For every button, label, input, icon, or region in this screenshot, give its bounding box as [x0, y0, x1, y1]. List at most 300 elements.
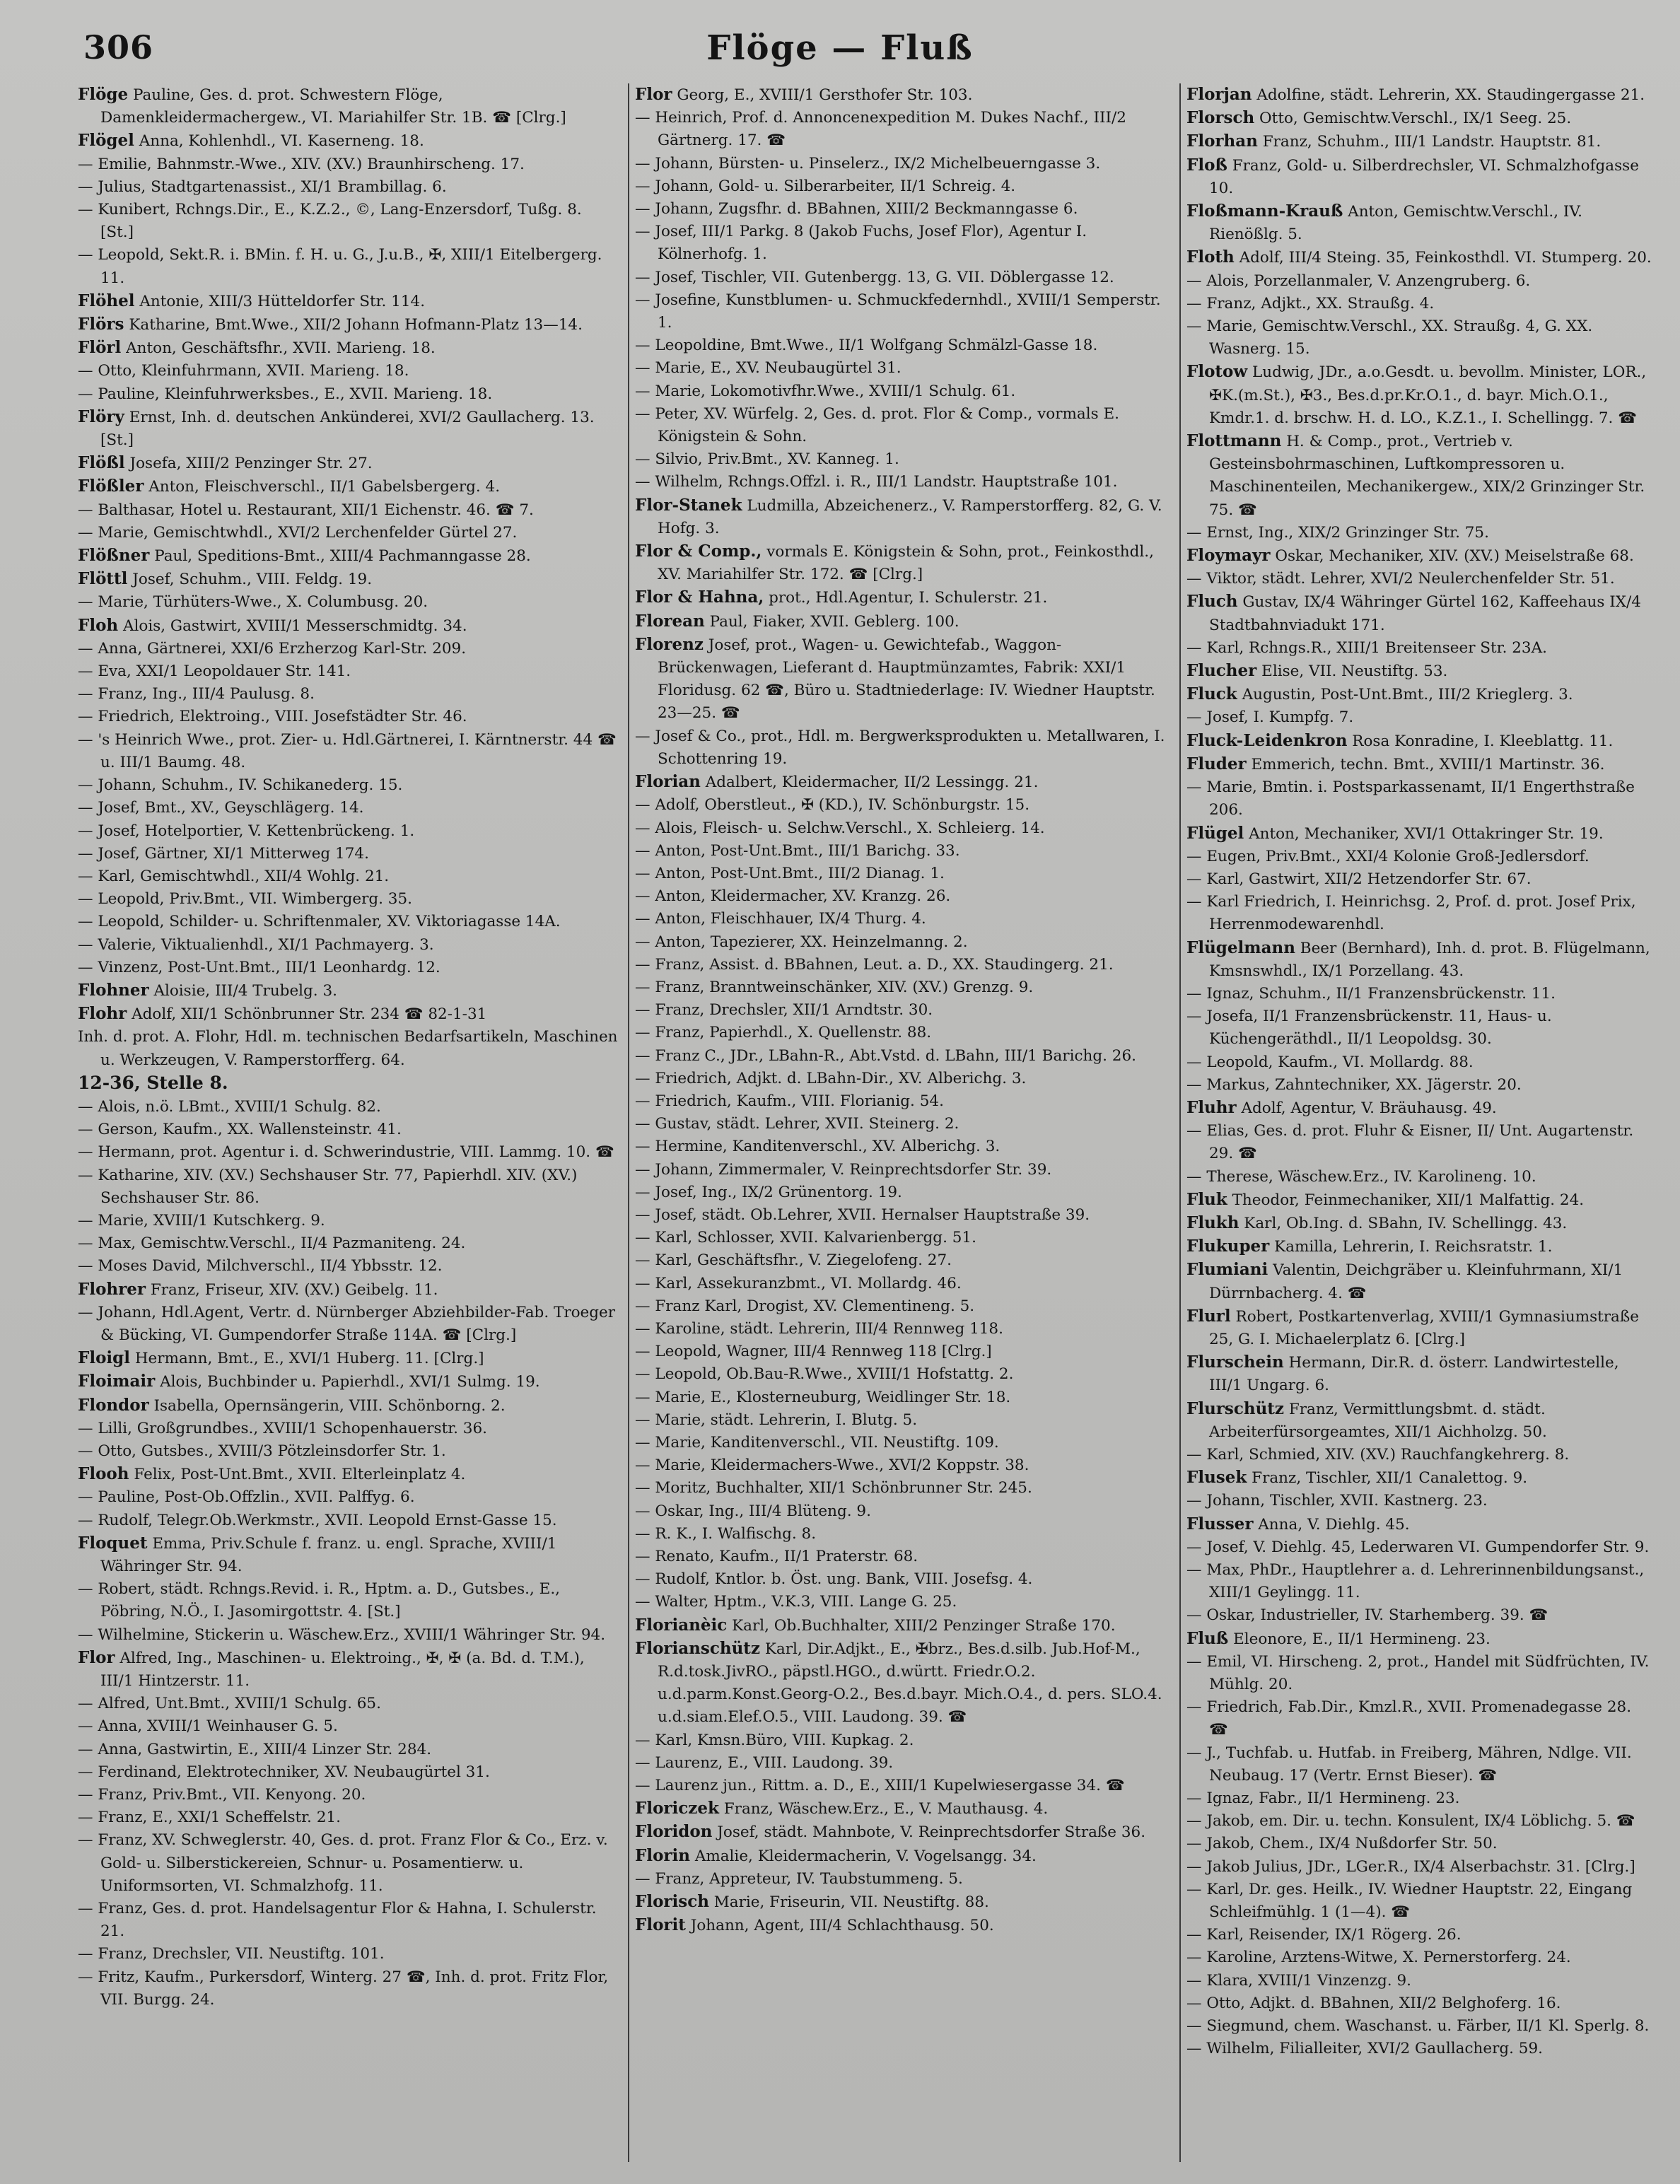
directory-entry [1186, 1212, 1655, 1235]
directory-entry [78, 406, 619, 452]
directory-entry [635, 1614, 1169, 1637]
entry-text: — Anna, Gärtnerei, XXI/6 Erzherzog Karl-Str. 209. [78, 639, 467, 658]
entry-text: — Anton, Post-Unt.Bmt., III/1 Barichg. 33. [635, 841, 960, 860]
directory-entry [635, 1068, 1169, 1090]
directory-entry [1186, 590, 1655, 636]
entry-text: — J., Tuchfab. u. Hutfab. in Freiberg, Mähren, Ndlge. VII. Neubaug. 17 (Vertr. Ernst Bieser). ☎ [1186, 1744, 1632, 1785]
directory-entry [78, 1141, 619, 1164]
directory-columns [78, 83, 1655, 2162]
entry-surname: Flohner [78, 980, 149, 1000]
directory-entry [1186, 1856, 1655, 1879]
directory-entry [635, 1409, 1169, 1432]
entry-text: Anton, Gemischtw.Verschl., IV. Rienößlg. 5. [1209, 203, 1583, 244]
entry-surname: Flusek [1186, 1468, 1247, 1488]
directory-entry [635, 1821, 1169, 1844]
entry-surname: Florhan [1186, 132, 1258, 151]
entry-surname: Flukh [1186, 1213, 1239, 1232]
entry-text: — Karl, Gemischtwhdl., XII/4 Wohlg. 21. [78, 867, 390, 885]
directory-entry [78, 1806, 619, 1829]
directory-entry [635, 1113, 1169, 1135]
directory-entry [635, 931, 1169, 954]
entry-text: — Wilhelm, Filialleiter, XVI/2 Gaullacherg. 59. [1186, 2040, 1543, 2058]
entry-text: — Renato, Kaufm., II/1 Praterstr. 68. [635, 1548, 918, 1565]
directory-entry [1186, 1005, 1655, 1051]
directory-entry [78, 1715, 619, 1738]
directory-entry [635, 1637, 1169, 1729]
directory-entry [1186, 293, 1655, 315]
entry-surname: Flößler [78, 477, 144, 496]
entry-text: Eleonore, E., II/1 Hermineng. 23. [1233, 1630, 1491, 1648]
entry-surname: Flor-Stanek [635, 495, 742, 515]
directory-entry [635, 380, 1169, 403]
entry-text: Katharine, Bmt.Wwe., XII/2 Johann Hofmann-Platz 13—14. [129, 316, 583, 334]
entry-text: — Friedrich, Adjkt. d. LBahn-Dir., XV. Alberichg. 3. [635, 1069, 1027, 1087]
entry-text: Anton, Mechaniker, XVI/1 Ottakringer Str. 19. [1249, 824, 1604, 843]
entry-text: — Marie, E., XV. Neubaugürtel 31. [635, 359, 902, 378]
entry-text: — Marie, Gemischtw.Verschl., XX. Straußg. 4, G. XX. Wasnerg. 15. [1186, 317, 1593, 358]
entry-surname: Flohr [78, 1004, 127, 1024]
entry-text: Johann, Agent, III/4 Schlachthausg. 50. [690, 1917, 994, 1935]
entry-text: — Anna, Gastwirtin, E., XIII/4 Linzer Str. 284. [78, 1740, 432, 1758]
entry-surname: Floh [78, 615, 119, 635]
entry-text: — Klara, XVIII/1 Vinzenzg. 9. [1186, 1971, 1411, 1990]
entry-text: — Franz, Adjkt., XX. Straußg. 4. [1186, 294, 1435, 313]
directory-entry [78, 176, 619, 199]
directory-entry [1186, 1628, 1655, 1651]
directory-entry [1186, 1833, 1655, 1855]
entry-text: — Johann, Gold- u. Silberarbeiter, II/1 Schreig. 4. [635, 177, 1016, 195]
directory-entry [78, 199, 619, 244]
directory-entry [78, 1394, 619, 1418]
directory-entry [78, 475, 619, 498]
entry-surname: Flor & Hahna, [635, 588, 764, 607]
entry-text: — Emilie, Bahnmstr.-Wwe., XIV. (XV.) Braunhirscheng. 17. [78, 155, 525, 173]
directory-entry [1186, 1398, 1655, 1444]
directory-entry [635, 999, 1169, 1022]
entry-text: — Alois, Fleisch- u. Selchw.Verschl., X. Schleierg. 14. [635, 819, 1045, 837]
entry-text: — Karl, Assekuranzbmt., VI. Mollardg. 46. [635, 1274, 962, 1292]
entry-surname: Flögel [78, 131, 134, 151]
entry-text: H. & Comp., prot., Vertrieb v. Gesteinsbohrmaschinen, Luftkompressoren u. Maschinenteilen, Mechanikergew., XIX/2 Grinzinger Str. 75. ☎ [1209, 433, 1645, 519]
directory-entry [78, 1232, 619, 1255]
directory-entry [78, 83, 619, 129]
directory-entry [78, 979, 619, 1003]
entry-text: — Josefine, Kunstblumen- u. Schmuckfedernhdl., XVIII/1 Semperstr. 1. [635, 291, 1161, 332]
entry-text: Adolf, Agentur, V. Bräuhausg. 49. [1241, 1099, 1497, 1117]
directory-entry [1186, 706, 1655, 729]
entry-text: — Laurenz jun., Rittm. a. D., E., XIII/1 Kupelwiesergasse 34. ☎ [635, 1777, 1125, 1795]
entry-text: Otto, Gemischtw.Verschl., IX/1 Seeg. 25. [1259, 110, 1572, 128]
entry-surname: Floimair [78, 1372, 156, 1391]
directory-entry [1186, 1189, 1655, 1212]
entry-text: — Johann, Zimmermaler, V. Reinprechtsdorfer Str. 39. [635, 1160, 1052, 1179]
entry-text: Josefa, XIII/2 Penzinger Str. 27. [129, 455, 373, 473]
directory-entry [635, 1135, 1169, 1158]
running-head: Flöge — Fluß [706, 28, 974, 68]
entry-text: Karl, Ob.Buchhalter, XIII/2 Penzinger Straße 170. [732, 1616, 1116, 1635]
directory-entry [635, 267, 1169, 289]
entry-text: — R. K., I. Walfischg. 8. [635, 1524, 817, 1543]
entry-text: — Walter, Hptm., V.K.3, VIII. Lange G. 25. [635, 1593, 957, 1611]
entry-text: Karl, Ob.Ing. d. SBahn, IV. Schellingg. 43. [1244, 1214, 1568, 1232]
directory-entry [635, 1914, 1169, 1937]
directory-entry [1186, 2038, 1655, 2060]
entry-surname: Flörs [78, 315, 124, 334]
directory-entry [1186, 1466, 1655, 1490]
entry-text: Emma, Priv.Schule f. franz. u. engl. Sprache, XVIII/1 Währinger Str. 94. [100, 1534, 557, 1575]
directory-entry [78, 1509, 619, 1532]
directory-entry [78, 957, 619, 979]
directory-entry [635, 1523, 1169, 1546]
entry-text: — Jakob, Chem., IX/4 Nußdorfer Str. 50. [1186, 1835, 1498, 1853]
entry-surname: Florsch [1186, 108, 1255, 128]
entry-surname: Florisch [635, 1892, 709, 1912]
entry-surname: Floriczek [635, 1799, 719, 1818]
directory-entry [78, 1943, 619, 1966]
directory-entry [635, 1752, 1169, 1775]
entry-text: — Otto, Kleinfuhrmann, XVII. Marieng. 18. [78, 362, 409, 380]
entry-text: — Friedrich, Fab.Dir., Kmzl.R., XVII. Promenadegasse 28. ☎ [1186, 1698, 1632, 1739]
directory-entry [635, 1295, 1169, 1318]
entry-text: — Ferdinand, Elektrotechniker, XV. Neubaugürtel 31. [78, 1763, 490, 1781]
directory-entry [635, 1204, 1169, 1227]
directory-entry [78, 1072, 619, 1096]
entry-surname: Florian [635, 772, 701, 792]
entry-surname: Floridon [635, 1822, 713, 1842]
entry-surname: Flößl [78, 453, 125, 473]
directory-entry [635, 1432, 1169, 1454]
directory-entry [1186, 1235, 1655, 1259]
directory-entry [78, 1164, 619, 1210]
directory-entry [635, 1090, 1169, 1113]
entry-text: — Karl, Dr. ges. Heilk., IV. Wiedner Hauptstr. 22, Eingang Schleifmühlg. 1 (1—4). ☎ [1186, 1880, 1633, 1922]
entry-text: Franz, Tischler, XII/1 Canalettog. 9. [1252, 1469, 1528, 1488]
entry-text: — Moses David, Milchverschl., II/4 Ybbsstr. 12. [78, 1257, 443, 1275]
entry-text: Adolfine, städt. Lehrerin, XX. Staudingergasse 21. [1256, 86, 1645, 104]
entry-text: — Karl Friedrich, I. Heinrichsg. 2, Prof. d. prot. Josef Prix, Herrenmodewarenhdl. [1186, 893, 1636, 934]
directory-entry [1186, 1444, 1655, 1466]
directory-entry [1186, 937, 1655, 983]
directory-entry [1186, 1305, 1655, 1351]
directory-entry [635, 1845, 1169, 1868]
entry-text: Anna, V. Diehlg. 45. [1258, 1515, 1410, 1534]
entry-surname: Florit [635, 1915, 686, 1935]
directory-entry [78, 1003, 619, 1026]
entry-text: Kamilla, Lehrerin, I. Reichsratstr. 1. [1274, 1238, 1553, 1256]
entry-text: — Otto, Adjkt. d. BBahnen, XII/2 Belghoferg. 16. [1186, 1994, 1561, 2012]
entry-surname: Florenz [635, 634, 704, 654]
entry-text: — Franz, Appreteur, IV. Taubstummeng. 5. [635, 1869, 963, 1888]
directory-entry [1186, 1051, 1655, 1074]
entry-text: — Kunibert, Rchngs.Dir., E., K.Z.2., ©, Lang-Enzersdorf, Tußg. 8. [St.] [78, 201, 582, 242]
entry-surname: Flor [78, 1647, 115, 1667]
directory-entry [635, 908, 1169, 930]
entry-text: — Josef, städt. Ob.Lehrer, XVII. Hernalser Hauptstraße 39. [635, 1205, 1090, 1224]
directory-entry [1186, 753, 1655, 776]
entry-text: — Wilhelmine, Stickerin u. Wäschew.Erz., XVIII/1 Währinger Str. 94. [78, 1625, 606, 1644]
entry-text: — Viktor, städt. Lehrer, XVI/2 Neulerchenfelder Str. 51. [1186, 570, 1615, 588]
entry-text: — Johann, Bürsten- u. Pinselerz., IX/2 Michelbeuerngasse 3. [635, 154, 1101, 173]
directory-entry [78, 568, 619, 591]
entry-text: Paul, Fiaker, XVII. Geblerg. 100. [709, 612, 959, 631]
directory-entry [1186, 270, 1655, 293]
directory-entry [78, 934, 619, 957]
entry-surname: Flottmann [1186, 431, 1282, 451]
entry-text: Marie, Friseurin, VII. Neustiftg. 88. [713, 1893, 989, 1912]
entry-text: — Marie, Türhüters-Wwe., X. Columbusg. 20. [78, 593, 428, 612]
directory-entry [78, 1829, 619, 1898]
directory-entry [78, 1255, 619, 1278]
directory-entry [78, 1532, 619, 1578]
entry-surname: Flumiani [1186, 1260, 1268, 1280]
directory-entry [1186, 868, 1655, 891]
entry-surname: Floquet [78, 1533, 148, 1553]
directory-entry [635, 725, 1169, 771]
entry-text: — Pauline, Post-Ob.Offzlin., XVII. Palffyg. 6. [78, 1488, 415, 1507]
entry-text: — Friedrich, Kaufm., VIII. Florianig. 54. [635, 1092, 944, 1110]
entry-text: Franz, Wäschew.Erz., E., V. Mauthausg. 4. [723, 1800, 1049, 1818]
entry-text: — Josef, I. Kumpfg. 7. [1186, 708, 1354, 727]
directory-entry [635, 610, 1169, 633]
directory-entry [635, 840, 1169, 863]
entry-text: — Ignaz, Schuhm., II/1 Franzensbrückenstr. 11. [1186, 984, 1556, 1003]
directory-entry [635, 863, 1169, 885]
entry-surname: Fluck [1186, 684, 1237, 704]
entry-text: — Leopold, Ob.Bau-R.Wwe., XVIII/1 Hofstattg. 2. [635, 1365, 1014, 1384]
entry-text: — Max, PhDr., Hauptlehrer a. d. Lehrerinnenbildungsanst., XIII/1 Geylingg. 11. [1186, 1561, 1645, 1602]
entry-text: — Marie, Gemischtwhdl., XVI/2 Lerchenfelder Gürtel 27. [78, 523, 518, 542]
entry-text: Franz, Friseur, XIV. (XV.) Geibelg. 11. [150, 1280, 438, 1299]
entry-text: — Marie, Kleidermachers-Wwe., XVI/2 Koppstr. 38. [635, 1456, 1029, 1475]
directory-entry [635, 1045, 1169, 1068]
directory-entry [78, 1370, 619, 1394]
entry-text: Anton, Fleischverschl., II/1 Gabelsbergerg. 4. [148, 478, 501, 496]
entry-surname: Flöhel [78, 291, 135, 310]
directory-entry [1186, 846, 1655, 868]
directory-entry [635, 1181, 1169, 1204]
entry-text: Alfred, Ing., Maschinen- u. Elektroing., ✠, ✠ (a. Bd. d. T.M.), III/1 Hintzerstr. 11. [100, 1649, 585, 1690]
entry-text: Alois, Buchbinder u. Papierhdl., XVI/1 Sulmg. 19. [160, 1373, 540, 1391]
entry-text: — Franz, Papierhdl., X. Quellenstr. 88. [635, 1024, 932, 1042]
entry-text: — Robert, städt. Rchngs.Revid. i. R., Hptm. a. D., Gutsbes., E., Pöbring, N.Ö., I. Jasomirgottstr. 4. [St.] [78, 1580, 561, 1621]
directory-entry [1186, 822, 1655, 846]
directory-entry [635, 817, 1169, 840]
directory-entry [78, 360, 619, 383]
entry-surname: Fluch [1186, 592, 1238, 612]
entry-text: Alois, Gastwirt, XVIII/1 Messerschmidtg. 34. [122, 617, 467, 635]
entry-text: — Eva, XXI/1 Leopoldauer Str. 141. [78, 662, 351, 681]
directory-entry [1186, 1120, 1655, 1165]
entry-surname: Flucher [1186, 661, 1257, 681]
directory-entry [635, 1775, 1169, 1797]
directory-entry [78, 683, 619, 706]
entry-text: — Marie, XVIII/1 Kutschkerg. 9. [78, 1211, 325, 1230]
entry-text: — Heinrich, Prof. d. Annoncenexpedition M. Dukes Nachf., III/2 Gärtnerg. 17. ☎ [635, 109, 1126, 150]
directory-entry [78, 591, 619, 614]
entry-text: — Hermine, Kanditenverschl., XV. Alberichg. 3. [635, 1138, 1001, 1156]
entry-text: — Leopoldine, Bmt.Wwe., II/1 Wolfgang Schmälzl-Gasse 18. [635, 337, 1098, 355]
entry-surname: Flooh [78, 1464, 129, 1484]
entry-surname: Flukuper [1186, 1237, 1270, 1256]
entry-surname: Flor [635, 85, 672, 104]
entry-text: Franz, Gold- u. Silberdrechsler, VI. Schmalzhofgasse 10. [1209, 156, 1639, 197]
entry-text: Adolf, III/4 Steing. 35, Feinkosthdl. VI. Stumperg. 20. [1239, 249, 1652, 267]
directory-entry [78, 1966, 619, 2011]
entry-text: Franz, Schuhm., III/1 Landstr. Hauptstr. 81. [1262, 133, 1602, 151]
directory-entry [78, 1578, 619, 1623]
entry-surname: Fluder [1186, 754, 1247, 773]
entry-text: — Franz, Ges. d. prot. Handelsagentur Flor & Hahna, I. Schulerstr. 21. [78, 1900, 597, 1941]
directory-entry [635, 403, 1169, 448]
directory-entry [1186, 891, 1655, 936]
entry-text: — Anton, Fleischhauer, IX/4 Thurg. 4. [635, 910, 926, 928]
entry-surname: Fluk [1186, 1189, 1227, 1209]
directory-entry [635, 885, 1169, 908]
directory-entry [78, 337, 619, 360]
directory-entry [635, 1022, 1169, 1044]
entry-text: — Josef, Ing., IX/2 Grünentorg. 19. [635, 1183, 902, 1201]
directory-entry [78, 153, 619, 176]
directory-entry [635, 471, 1169, 494]
entry-text: — Anton, Kleidermacher, XV. Kranzg. 26. [635, 887, 951, 906]
entry-surname: Floß [1186, 155, 1227, 175]
entry-text: — Josef, Tischler, VII. Gutenbergg. 13, G. VII. Döblergasse 12. [635, 268, 1114, 286]
entry-text: Isabella, Opernsängerin, VIII. Schönborng. 2. [153, 1396, 506, 1415]
entry-surname: Floigl [78, 1348, 130, 1368]
directory-entry [1186, 1992, 1655, 2015]
directory-entry [78, 1026, 619, 1071]
entry-text: — Gerson, Kaufm., XX. Wallensteinstr. 41. [78, 1121, 402, 1139]
entry-text: — Marie, E., Klosterneuburg, Weidlinger Str. 18. [635, 1388, 1011, 1406]
entry-text: — Oskar, Industrieller, IV. Starhemberg. 39. ☎ [1186, 1606, 1548, 1625]
directory-entry [78, 1210, 619, 1232]
entry-text: — Vinzenz, Post-Unt.Bmt., III/1 Leonhardg. 12. [78, 958, 441, 976]
directory-entry [78, 1440, 619, 1463]
entry-text: — Alois, n.ö. LBmt., XVIII/1 Schulg. 82. [78, 1097, 381, 1116]
entry-text: — Emil, VI. Hirscheng. 2, prot., Handel mit Südfrüchten, IV. Mühlg. 20. [1186, 1652, 1650, 1694]
entry-surname: Flößner [78, 546, 150, 566]
entry-text: — Leopold, Wagner, III/4 Rennweg 118 [Clrg.] [635, 1343, 992, 1361]
entry-text: — 's Heinrich Wwe., prot. Zier- u. Hdl.Gärtnerei, I. Kärntnerstr. 44 ☎ u. III/1 Baumg. 48. [78, 730, 617, 771]
entry-text: — Balthasar, Hotel u. Restaurant, XII/1 Eichenstr. 46. ☎ 7. [78, 501, 534, 519]
entry-text: — Katharine, XIV. (XV.) Sechshauser Str. 77, Papierhdl. XIV. (XV.) Sechshauser Str. 86. [78, 1166, 578, 1207]
directory-entry [1186, 568, 1655, 590]
entry-text: — Friedrich, Elektroing., VIII. Josefstädter Str. 46. [78, 708, 467, 726]
entry-surname: Fluhr [1186, 1097, 1237, 1117]
directory-entry [635, 153, 1169, 175]
directory-entry [78, 290, 619, 313]
directory-entry [78, 1761, 619, 1784]
entry-text: Inh. d. prot. A. Flohr, Hdl. m. technischen Bedarfsartikeln, Maschinen u. Werkzeugen, V. Ramperstorfferg. 64. [78, 1028, 618, 1069]
directory-entry [635, 1363, 1169, 1386]
entry-text: — Franz, Priv.Bmt., VII. Kenyong. 20. [78, 1786, 366, 1804]
directory-entry [78, 1418, 619, 1440]
directory-entry [635, 586, 1169, 609]
directory-entry [635, 1729, 1169, 1752]
entry-text: — Franz, Drechsler, VII. Neustiftg. 101. [78, 1945, 385, 1963]
directory-entry [78, 1739, 619, 1761]
directory-entry [78, 522, 619, 544]
directory-entry [635, 794, 1169, 817]
entry-surname: Florin [635, 1845, 690, 1865]
directory-entry [1186, 1490, 1655, 1512]
entry-surname: Flohrer [78, 1279, 146, 1299]
directory-entry [635, 494, 1169, 540]
directory-entry [78, 911, 619, 933]
entry-text: Felix, Post-Unt.Bmt., XVII. Elterleinplatz 4. [134, 1466, 466, 1484]
entry-text: — Franz C., JDr., LBahn-R., Abt.Vstd. d. LBahn, III/1 Barichg. 26. [635, 1046, 1136, 1065]
entry-text: — Gustav, städt. Lehrer, XVII. Steinerg. 2. [635, 1115, 959, 1133]
directory-entry [1186, 1810, 1655, 1833]
directory-entry [78, 313, 619, 337]
directory-entry [1186, 1696, 1655, 1741]
entry-text: Adalbert, Kleidermacher, II/2 Lessingg. 21. [705, 773, 1039, 792]
directory-entry [1186, 1166, 1655, 1189]
entry-surname: Fluß [1186, 1628, 1229, 1648]
directory-entry [1186, 1604, 1655, 1627]
entry-surname: Flusser [1186, 1514, 1254, 1534]
entry-text: — Wilhelm, Rchngs.Offzl. i. R., III/1 Landstr. Hauptstraße 101. [635, 473, 1118, 491]
directory-entry [1186, 107, 1655, 130]
entry-text: — Franz, E., XXI/1 Scheffelstr. 21. [78, 1809, 341, 1827]
entry-text: Georg, E., XVIII/1 Gersthofer Str. 103. [677, 86, 973, 104]
entry-text: Pauline, Ges. d. prot. Schwestern Flöge, Damenkleidermachergew., VI. Mariahilfer Str. 1B. ☎ [Clrg.] [100, 86, 566, 127]
entry-text: Anton, Geschäftsfhr., XVII. Marieng. 18. [126, 339, 436, 358]
directory-entry [635, 83, 1169, 107]
directory-entry [78, 1096, 619, 1119]
directory-entry [635, 448, 1169, 471]
directory-entry [1186, 1924, 1655, 1946]
directory-entry [78, 865, 619, 888]
directory-entry [1186, 315, 1655, 361]
entry-text: — Laurenz, E., VIII. Laudong. 39. [635, 1753, 894, 1772]
entry-text: — Alfred, Unt.Bmt., XVIII/1 Schulg. 65. [78, 1695, 381, 1713]
directory-entry [1186, 1351, 1655, 1397]
directory-entry [1186, 246, 1655, 269]
entry-text: — Josef & Co., prot., Hdl. m. Bergwerksprodukten u. Metallwaren, I. Schottenring 19. [635, 727, 1165, 768]
entry-text: — Karl, Rchngs.R., XIII/1 Breitenseer Str. 23A. [1186, 638, 1547, 657]
directory-entry [635, 1318, 1169, 1341]
directory-entry [78, 1784, 619, 1806]
directory-entry [1186, 1787, 1655, 1810]
directory-entry [1186, 983, 1655, 1005]
page-number: 306 [83, 28, 154, 66]
directory-entry [78, 1278, 619, 1302]
entry-text: Theodor, Feinmechaniker, XII/1 Malfattig. 24. [1232, 1191, 1585, 1209]
entry-text: — Anna, XVIII/1 Weinhauser G. 5. [78, 1717, 338, 1736]
entry-surname: Florjan [1186, 85, 1252, 104]
directory-entry [1186, 1513, 1655, 1536]
entry-text: — Rudolf, Kntlor. b. Öst. ung. Bank, VIII. Josefsg. 4. [635, 1570, 1033, 1589]
directory-entry [78, 1693, 619, 1715]
directory-entry [635, 1227, 1169, 1249]
directory-entry [1186, 1536, 1655, 1559]
entry-text: Anna, Kohlenhdl., VI. Kaserneng. 18. [139, 132, 424, 151]
directory-entry [1186, 1970, 1655, 1992]
entry-text: Josef, Schuhm., VIII. Feldg. 19. [132, 571, 373, 589]
entry-text: Antonie, XIII/3 Hütteldorfer Str. 114. [139, 292, 426, 310]
directory-entry [635, 1891, 1169, 1914]
directory-entry [1186, 1879, 1655, 1924]
entry-text: — Marie, städt. Lehrerin, I. Blutg. 5. [635, 1411, 918, 1429]
entry-text: — Franz, Branntweinschänker, XIV. (XV.) Grenzg. 9. [635, 978, 1034, 996]
entry-text: — Oskar, Ing., III/4 Blüteng. 9. [635, 1502, 871, 1520]
directory-entry [635, 1500, 1169, 1523]
entry-surname: Flügel [1186, 823, 1244, 843]
entry-text: Adolf, XII/1 Schönbrunner Str. 234 ☎ 82-1-31 [132, 1005, 487, 1024]
entry-text: Oskar, Mechaniker, XIV. (XV.) Meiselstraße 68. [1275, 547, 1634, 566]
page-header [0, 28, 1680, 78]
